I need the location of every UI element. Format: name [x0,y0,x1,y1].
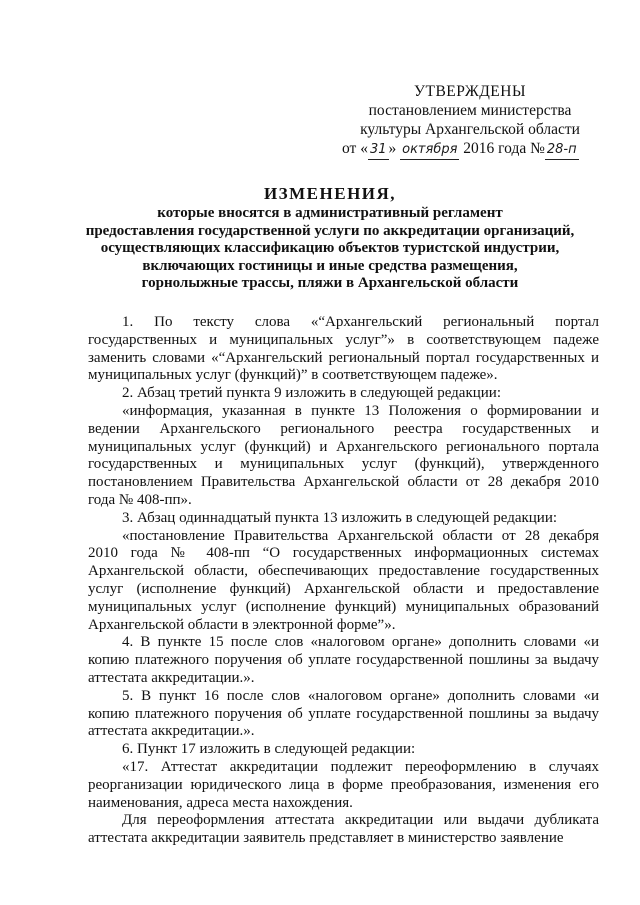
paragraph: 1. По тексту слова «“Архангельский региональный портал государственных и муниципальных услуг”» в соответствующем падеже заменить словами «“Архангельский региональный портал государственных и муниципальных услуг (функций)” в соответствующем падеже». [88,314,599,384]
date-day: 31 [368,140,389,160]
paragraph: «информация, указанная в пункте 13 Положения о формировании и ведении Архангельского регионального реестра государственных и муниципальных услуг (функций) и Архангельского регионального портала государственных и муниципальных услуг (функций), утвержденного постановлением Правительства Архангельской области от 28 декабря 2010 года № 408-пп». [88,402,599,508]
paragraph: 5. В пункт 16 после слов «налоговом органе» дополнить словами «и копию платежного поручения об уплате государственной пошлины за выдачу аттестата аккредитации.». [88,687,599,740]
paragraph: 2. Абзац третий пункта 9 изложить в следующей редакции: [122,385,502,402]
heading-line: которые вносятся в административный регламент [157,205,503,221]
approval-stamp [330,82,610,160]
paragraph: 3. Абзац одиннадцатый пункта 13 изложить в следующей редакции: [122,509,558,526]
approval-line-3: культуры Архангельской области [360,121,580,138]
date-prefix: от « [342,140,368,157]
document-body [88,314,599,848]
approval-line-2: постановлением министерства [368,102,572,119]
heading-line: осуществляющих классификацию объектов туристской индустрии, [100,240,560,256]
date-mid: » [388,140,397,157]
paragraph: «постановление Правительства Архангельской области от 28 декабря 2010 года № 408-пп “О государственных информационных системах Архангельской области, обеспечивающих предоставление государственных услуг (исполнение функций) Архангельской области и предоставление муниципальных услуг (исполнение функций) муниципальных образований Архангельской области в электронной форме”». [88,527,599,633]
document-heading [60,183,600,293]
paragraph: Для переоформления аттестата аккредитации или выдачи дубликата аттестата аккредитации заявитель представляет в министерство заявление [88,812,599,847]
paragraph: 4. В пункте 15 после слов «налоговом органе» дополнить словами «и копию платежного поручения об уплате государственной пошлины за выдачу аттестата аккредитации.». [88,634,599,686]
heading-title: ИЗМЕНЕНИЯ, [263,184,397,203]
heading-line: предоставления государственной услуги по аккредитации организаций, [85,222,575,239]
date-month: октября [400,140,459,160]
paragraph: 6. Пункт 17 изложить в следующей редакции: [122,741,416,758]
heading-line: включающих гостиницы и иные средства размещения, [142,257,518,274]
approval-title: УТВЕРЖДЕНЫ [414,83,526,100]
paragraph: «17. Аттестат аккредитации подлежит переоформлению в случаях реорганизации юридического лица в форме преобразования, изменения его наименования, адреса места нахождения. [88,758,599,811]
heading-line: горнолыжные трассы, пляжи в Архангельской области [141,275,519,291]
approval-date-line [330,139,610,160]
date-year: 2016 года № [463,140,545,157]
date-number: 28-п [545,140,579,160]
